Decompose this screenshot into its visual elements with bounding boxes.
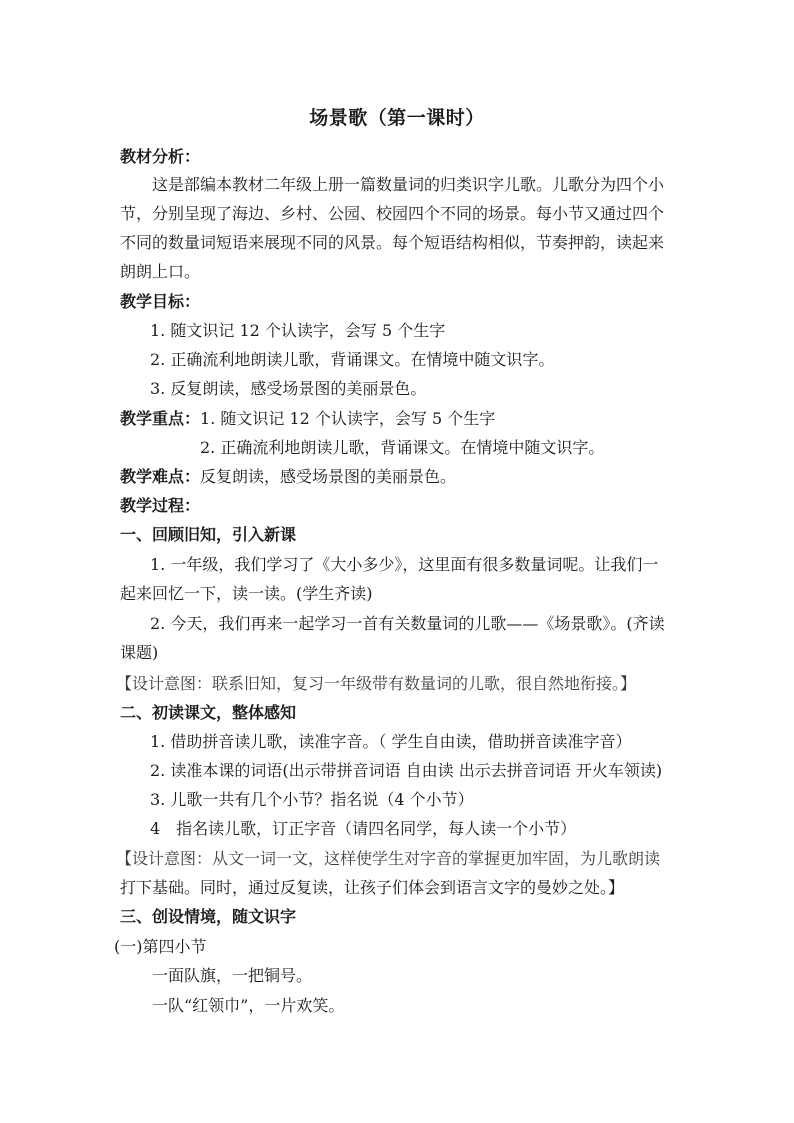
- goals-heading: 教学目标：: [120, 292, 201, 311]
- section1-paragraph: 2. 今天，我们再来一起学习一首有关数量词的儿歌——《场景歌》。(齐读: [150, 614, 665, 633]
- section2-item: 3. 儿歌一共有几个小节？指名说（4 个小节）: [150, 790, 474, 809]
- keypoints-row: [120, 408, 495, 430]
- keypoint-item: 2. 正确流利地朗读儿歌，背诵课文。在情境中随文识字。: [200, 438, 605, 457]
- goal-item: 2. 正确流利地朗读儿歌，背诵课文。在情境中随文识字。: [150, 350, 555, 369]
- difficulty-row: [120, 466, 456, 488]
- design-note: 【设计意图：联系旧知，复习一年级带有数量词的儿歌，很自然地衔接。】: [116, 674, 637, 693]
- goal-item: 1. 随文识记 12 个认读字，会写 5 个生字: [150, 321, 446, 340]
- page-title: 场景歌（第一课时）: [309, 107, 485, 129]
- goal-item: 3. 反复朗读，感受场景图的美丽景色。: [150, 379, 427, 398]
- section2-item: 1. 借助拼音读儿歌，读准字音。（ 学生自由读，借助拼音读准字音）: [150, 732, 632, 751]
- analysis-line: 朗朗上口。: [120, 262, 201, 281]
- section3-subheading: (一)第四小节: [114, 937, 207, 956]
- design-note: 打下基础。同时，通过反复读，让孩子们体会到语言文字的曼妙之处。】: [120, 878, 625, 897]
- analysis-heading: 教材分析：: [120, 147, 201, 166]
- poem-line: 一队“红领巾”，一片欢笑。: [152, 996, 345, 1015]
- process-heading: 教学过程：: [120, 496, 201, 515]
- section2-item: 2. 读准本课的词语(出示带拼音词语 自由读 出示去拼音词语 开火车领读): [150, 761, 663, 780]
- design-note: 【设计意图：从文一词一文，这样使学生对字音的掌握更加牢固，为儿歌朗读: [116, 849, 661, 868]
- keypoints-heading: 教学重点：: [120, 409, 201, 428]
- section1-heading: 一、回顾旧知，引入新课: [120, 525, 297, 544]
- difficulty-heading: 教学难点：: [120, 467, 201, 486]
- section1-paragraph: 课题): [120, 643, 159, 662]
- analysis-line: 这是部编本教材二年级上册一篇数量词的归类识字儿歌。儿歌分为四个小: [152, 175, 665, 194]
- section2-item: 4 指名读儿歌，订正字音（请四名同学，每人读一个小节）: [150, 819, 577, 838]
- section1-paragraph: 起来回忆一下，读一读。(学生齐读): [120, 584, 373, 603]
- difficulty-text: 反复朗读，感受场景图的美丽景色。: [200, 467, 457, 486]
- section1-paragraph: 1. 一年级，我们学习了《大小多少》，这里面有很多数量词呢。让我们一: [150, 555, 659, 574]
- section2-heading: 二、初读课文，整体感知: [120, 703, 297, 722]
- poem-line: 一面队旗，一把铜号。: [152, 966, 313, 985]
- analysis-line: 不同的数量词短语来展现不同的风景。每个短语结构相似，节奏押韵，读起来: [120, 233, 665, 252]
- section3-heading: 三、创设情境，随文识字: [120, 907, 297, 926]
- analysis-line: 节，分别呈现了海边、乡村、公园、校园四个不同的场景。每小节又通过四个: [120, 204, 665, 223]
- keypoint-item: 1. 随文识记 12 个认读字，会写 5 个生字: [200, 409, 496, 428]
